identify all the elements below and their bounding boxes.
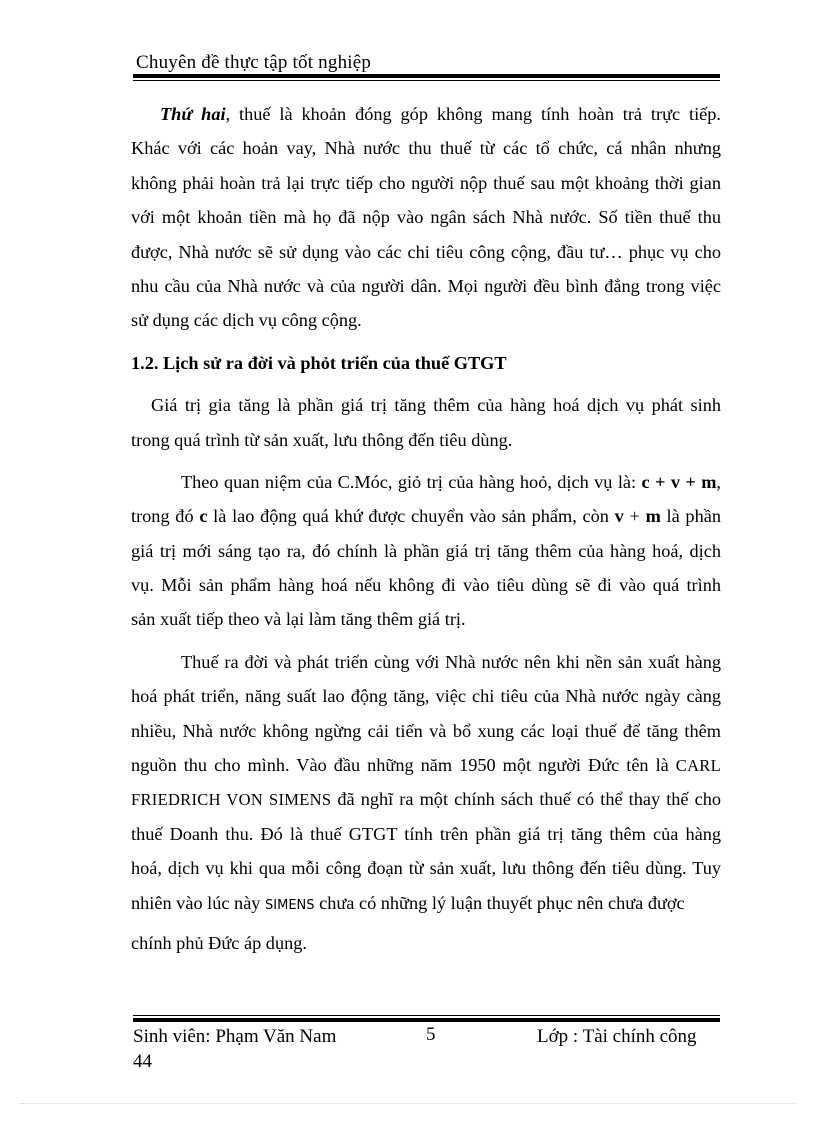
paragraph-line xyxy=(131,748,721,782)
person-name: CARL xyxy=(675,756,721,776)
paragraph-line: giá trị mới sáng tạo ra, đó chính là phần giá trị tăng thêm của hàng hoá, dịch xyxy=(131,540,721,561)
symbol-c: c xyxy=(199,506,208,527)
footer-class: Lớp : Tài chính công xyxy=(537,1026,697,1047)
text-run: là lao động quá khứ được chuyển vào sản phẩm, còn xyxy=(213,506,609,527)
paragraph-line: với một khoản tiền mà họ đã nộp vào ngân sách Nhà nước. Số tiền thuế thu xyxy=(131,207,721,228)
text-run: là phần xyxy=(666,506,721,527)
footer-rule-thin xyxy=(133,1015,720,1016)
text-run: , xyxy=(716,471,721,492)
paragraph-line: trong quá trình từ sản xuất, lưu thông đến tiêu dùng. xyxy=(131,429,513,450)
paragraph-line xyxy=(131,499,721,533)
paragraph-line xyxy=(131,886,721,920)
paragraph-line: Thuế ra đời và phát triển cùng với Nhà nước nên khi nền sản xuất hàng xyxy=(181,651,721,672)
paragraph-line: nhiều, Nhà nước không ngừng cải tiến và bổ xung các loại thuế để tăng thêm xyxy=(131,720,721,741)
paragraph-line: sử dụng các dịch vụ công cộng. xyxy=(131,310,362,331)
lead-phrase: Thứ hai xyxy=(160,104,226,124)
paragraph-line: thuế Doanh thu. Đó là thuế GTGT tính trên phần giá trị tăng thêm của hàng xyxy=(131,823,721,844)
text-run: , thuế là khoản đóng góp không mang tính hoàn trả trực tiếp. xyxy=(225,104,721,124)
footer-rule xyxy=(133,1018,720,1022)
paragraph-line: hoá phát triển, năng suất lao động tăng, việc chi tiêu của Nhà nước ngày càng xyxy=(131,686,721,707)
text-run: nguồn thu cho mình. Vào đầu những năm 1950 một người Đức tên là xyxy=(131,755,669,776)
person-name: SIMENS xyxy=(265,897,315,913)
text-run: đã nghĩ ra một chính sách thuế có thể thay thế cho xyxy=(331,789,722,810)
paragraph-line: nhu cầu của Nhà nước và của người dân. Mọi người đều bình đẳng trong việc xyxy=(131,275,721,296)
paragraph-line: Khác với các hoản vay, Nhà nước thu thuế từ các tổ chức, cá nhân nhưng xyxy=(131,138,721,159)
paragraph-line xyxy=(131,465,721,499)
symbol-v: v xyxy=(614,506,624,527)
footer-student-name: Sinh viên: Phạm Văn Nam xyxy=(133,1026,337,1047)
section-heading: 1.2. Lịch sử ra đời và phỏt triển của thuế GTGT xyxy=(131,352,507,373)
paragraph-line xyxy=(131,97,721,131)
text-run: trong đó xyxy=(131,506,194,527)
footer-number: 44 xyxy=(133,1051,152,1072)
paragraph-line: vụ. Mỗi sản phẩm hàng hoá nếu không đi vào tiêu dùng sẽ đi vào quá trình xyxy=(131,575,721,596)
text-run: Theo quan niệm của C.Móc, giỏ trị của hàng hoỏ, dịch vụ là: xyxy=(181,471,637,492)
paragraph-line: chính phủ Đức áp dụng. xyxy=(131,932,307,953)
page-number: 5 xyxy=(426,1024,436,1045)
paragraph-line: hoá, dịch vụ khi qua mỗi công đoạn từ sản xuất, lưu thông đến tiêu dùng. Tuy xyxy=(131,858,721,879)
symbol-m: m xyxy=(645,506,661,527)
text-run: chưa có những lý luận thuyết phục nên chưa được xyxy=(314,892,685,913)
header-rule-thin xyxy=(133,80,720,81)
page-edge-divider xyxy=(20,1103,796,1104)
text-run: + xyxy=(629,506,640,527)
paragraph-line xyxy=(131,782,721,816)
person-name: FRIEDRICH VON SIMENS xyxy=(131,790,332,810)
header-rule xyxy=(133,74,720,78)
text-run: nhiên vào lúc này xyxy=(131,892,261,913)
paragraph-line: không phải hoàn trả lại trực tiếp cho người nộp thuế sau một khoảng thời gian xyxy=(131,172,721,193)
paragraph-line: Giá trị gia tăng là phần giá trị tăng thêm của hàng hoá dịch vụ phát sinh xyxy=(151,395,721,416)
formula: c + v + m xyxy=(641,471,717,492)
header-title: Chuyên đề thực tập tốt nghiệp xyxy=(136,52,372,73)
paragraph-line: được, Nhà nước sẽ sử dụng vào các chi tiêu công cộng, đầu tư… phục vụ cho xyxy=(131,241,721,262)
paragraph-line: sản xuất tiếp theo và lại làm tăng thêm giá trị. xyxy=(131,609,466,630)
document-body xyxy=(131,97,721,960)
